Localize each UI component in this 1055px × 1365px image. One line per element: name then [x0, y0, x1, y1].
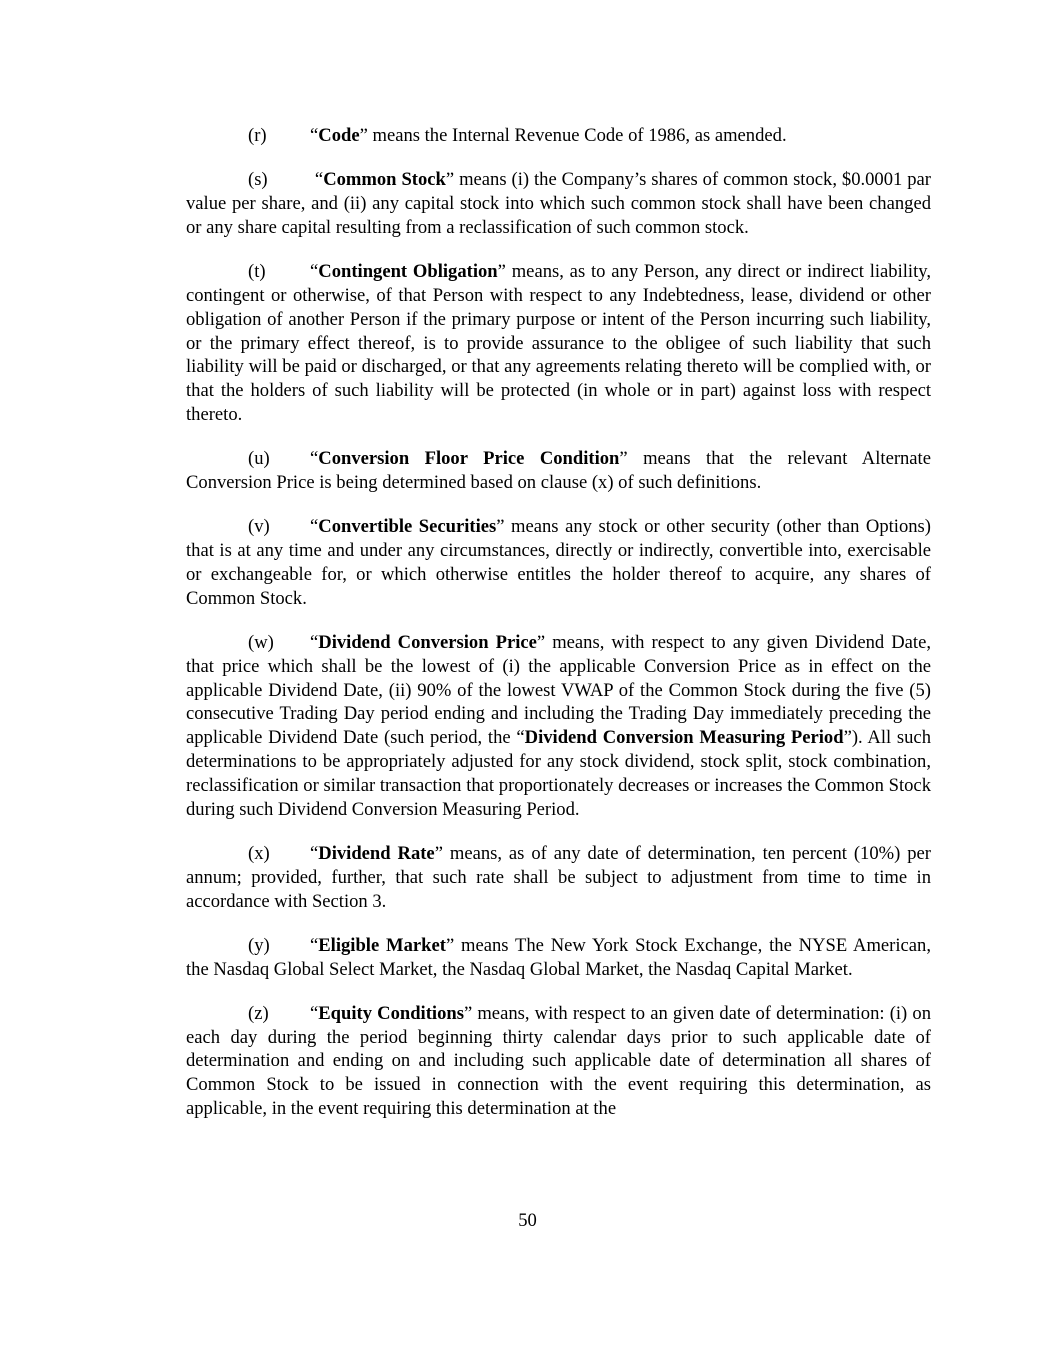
paragraph-text: “: [310, 934, 319, 956]
defined-term: Convertible Securities: [318, 516, 497, 538]
paragraph-text: “: [310, 125, 319, 146]
paragraph-text: “: [310, 516, 319, 538]
clause-label: (s): [248, 169, 268, 191]
defined-term: Equity Conditions: [318, 1002, 464, 1024]
paragraph-text: ” means, as of any date of determination, ten percent (10%) per annum; provided, further, that such rate shall be subject to adjustment from time to time in accordance with Section 3.: [186, 842, 931, 912]
definition-paragraph: [186, 124, 931, 148]
paragraph-text: “: [310, 448, 319, 470]
paragraph-text: ” means, with respect to any given Dividend Date, that price which shall be the lowest of (i) the applicable Conversion Price as in effect on the applicable Dividend Date, (ii) 90% of the lowest VWAP of the Common Stock during the five (5) consecutive Trading Day period ending and including the Trading Day immediately preceding the applicable Dividend Date (such period, the “: [186, 631, 931, 749]
defined-term: Conversion Floor Price Condition: [318, 448, 620, 470]
paragraph-text: ”). All such determinations to be appropriately adjusted for any stock dividend, stock split, stock combination, reclassification or similar transaction that proportionately decreases or increases the Common Stock during such Dividend Conversion Measuring Period.: [186, 727, 931, 820]
definition-paragraph: [186, 1002, 931, 1121]
definition-paragraph: [186, 631, 931, 822]
defined-term: Eligible Market: [318, 934, 446, 956]
clause-label: (t): [248, 260, 266, 282]
definition-paragraph: [186, 168, 931, 240]
definition-paragraph: [186, 842, 931, 914]
definition-paragraph: [186, 934, 931, 982]
paragraph-text: “: [310, 1002, 319, 1024]
defined-term: Contingent Obligation: [318, 260, 498, 282]
defined-term: Code: [318, 125, 360, 146]
clause-label: (z): [248, 1002, 269, 1024]
paragraph-text: “: [310, 842, 319, 864]
clause-label: (u): [248, 448, 270, 470]
paragraph-text: ” means (i) the Company’s shares of common stock, $0.0001 par value per share, and (ii) any capital stock into which such common stock shall have been changed or any share capital resulting from a reclassification of such common stock.: [186, 169, 931, 238]
paragraph-text: ” means The New York Stock Exchange, the NYSE American, the Nasdaq Global Select Market, the Nasdaq Global Market, the Nasdaq Capital Market.: [186, 934, 931, 980]
clause-label: (x): [248, 842, 270, 864]
document-body: [186, 124, 931, 1141]
defined-term: Dividend Rate: [318, 842, 435, 864]
clause-label: (v): [248, 516, 270, 538]
paragraph-text: ” means any stock or other security (other than Options) that is at any time and under any circumstances, directly or indirectly, convertible into, exercisable or exchangeable for, or which otherwise entitles the holder thereof to acquire, any shares of Common Stock.: [186, 516, 931, 609]
paragraph-text: ” means that the relevant Alternate Conversion Price is being determined based on clause (x) of such definitions.: [186, 448, 931, 494]
page-number: 50: [518, 1210, 537, 1231]
definition-paragraph: [186, 447, 931, 495]
definition-paragraph: [186, 515, 931, 610]
paragraph-text: ” means, as to any Person, any direct or indirect liability, contingent or otherwise, of that Person with respect to any Indebtedness, lease, dividend or other obligation of another Person if the primary purpose or intent of the Person incurring such liability, or the primary effect thereof, is to provide assurance to the obligee of such liability that such liability will be paid or discharged, or that any agreements relating thereto will be complied with, or that the holders of such liability will be protected (in whole or in part) against loss with respect thereto.: [186, 260, 931, 426]
clause-label: (y): [248, 934, 270, 956]
clause-label: (w): [248, 631, 274, 653]
paragraph-text: “: [310, 631, 319, 653]
defined-term: Common Stock: [323, 169, 446, 191]
paragraph-text: “: [310, 169, 324, 191]
clause-label: (r): [248, 125, 267, 146]
definition-paragraph: [186, 260, 931, 427]
defined-term: Dividend Conversion Price: [318, 631, 537, 653]
paragraph-text: “: [310, 260, 319, 282]
paragraph-text: ” means, with respect to an given date of determination: (i) on each day during the period beginning thirty calendar days prior to such applicable date of determination and ending on and including such applicable date of determination all shares of Common Stock to be issued in connection with the event requiring this determination, as applicable, in the event requiring this determination at the: [186, 1002, 931, 1120]
paragraph-text: ” means the Internal Revenue Code of 1986, as amended.: [359, 125, 787, 146]
defined-term: Dividend Conversion Measuring Period: [524, 727, 844, 749]
